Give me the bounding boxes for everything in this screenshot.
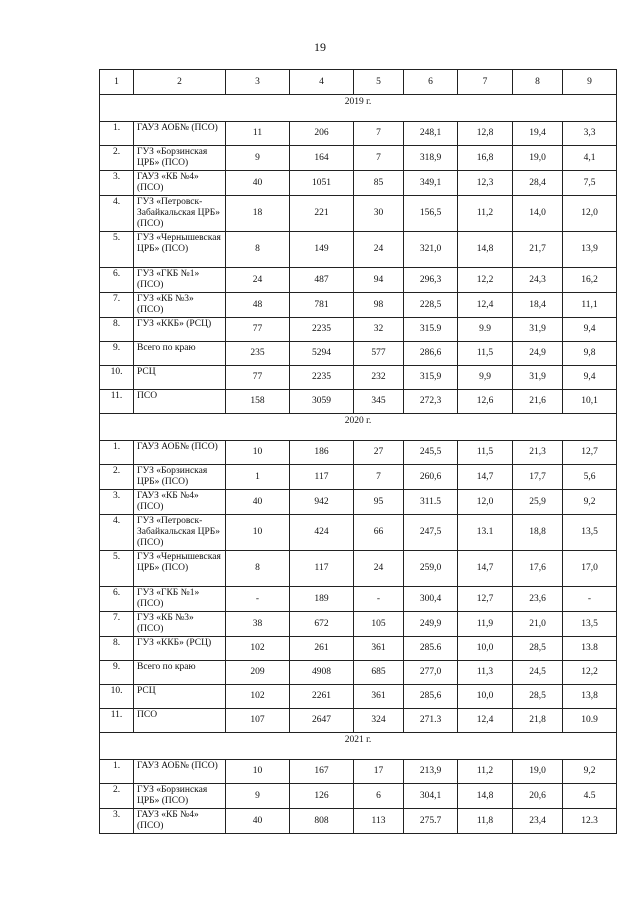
row-number: 1. bbox=[100, 122, 134, 146]
year-row bbox=[100, 95, 617, 122]
value-cell-6: 156,5 bbox=[404, 196, 458, 232]
value-cell-4: 424 bbox=[290, 515, 354, 551]
row-number: 1. bbox=[100, 760, 134, 784]
value-cell-8: 23,6 bbox=[513, 587, 563, 612]
row-number: 9. bbox=[100, 342, 134, 366]
value-cell-9: 12.3 bbox=[563, 809, 617, 834]
value-cell-7: 12,2 bbox=[458, 268, 513, 293]
value-cell-4: 164 bbox=[290, 146, 354, 171]
institution-name: ГУЗ «Чернышевская ЦРБ» (ПСО) bbox=[134, 551, 226, 587]
table-row bbox=[100, 709, 617, 733]
value-cell-4: 1051 bbox=[290, 171, 354, 196]
value-cell-6: 300,4 bbox=[404, 587, 458, 612]
value-cell-3: 102 bbox=[226, 685, 290, 709]
value-cell-8: 17,6 bbox=[513, 551, 563, 587]
institution-name: ГУЗ «ККБ» (РСЦ) bbox=[134, 637, 226, 661]
value-cell-7: 14,7 bbox=[458, 465, 513, 490]
value-cell-4: 117 bbox=[290, 465, 354, 490]
institution-name: ГАУЗ «КБ №4» (ПСО) bbox=[134, 171, 226, 196]
value-cell-9: - bbox=[563, 587, 617, 612]
value-cell-5: 7 bbox=[354, 122, 404, 146]
year-row bbox=[100, 733, 617, 760]
value-cell-8: 28,5 bbox=[513, 637, 563, 661]
value-cell-6: 245,5 bbox=[404, 441, 458, 465]
institution-name: ПСО bbox=[134, 709, 226, 733]
value-cell-8: 18,4 bbox=[513, 293, 563, 318]
value-cell-9: 12,0 bbox=[563, 196, 617, 232]
value-cell-9: 13,5 bbox=[563, 612, 617, 637]
table-row bbox=[100, 612, 617, 637]
value-cell-6: 349,1 bbox=[404, 171, 458, 196]
value-cell-3: 40 bbox=[226, 171, 290, 196]
value-cell-3: 1 bbox=[226, 465, 290, 490]
value-cell-6: 311.5 bbox=[404, 490, 458, 515]
table-body bbox=[100, 70, 617, 834]
value-cell-5: 17 bbox=[354, 760, 404, 784]
value-cell-9: 9,8 bbox=[563, 342, 617, 366]
value-cell-9: 11,1 bbox=[563, 293, 617, 318]
value-cell-8: 21,3 bbox=[513, 441, 563, 465]
value-cell-8: 21,6 bbox=[513, 390, 563, 414]
row-number: 8. bbox=[100, 637, 134, 661]
table-row bbox=[100, 685, 617, 709]
value-cell-8: 21,0 bbox=[513, 612, 563, 637]
value-cell-5: 27 bbox=[354, 441, 404, 465]
row-number: 7. bbox=[100, 293, 134, 318]
value-cell-8: 14,0 bbox=[513, 196, 563, 232]
value-cell-9: 17,0 bbox=[563, 551, 617, 587]
table-row bbox=[100, 268, 617, 293]
value-cell-8: 20,6 bbox=[513, 784, 563, 809]
row-number: 11. bbox=[100, 709, 134, 733]
value-cell-4: 808 bbox=[290, 809, 354, 834]
value-cell-9: 9,2 bbox=[563, 490, 617, 515]
value-cell-5: 232 bbox=[354, 366, 404, 390]
column-number-cell: 3 bbox=[226, 70, 290, 95]
value-cell-4: 2261 bbox=[290, 685, 354, 709]
value-cell-5: 24 bbox=[354, 551, 404, 587]
value-cell-5: 24 bbox=[354, 232, 404, 268]
value-cell-3: 77 bbox=[226, 366, 290, 390]
value-cell-3: 9 bbox=[226, 146, 290, 171]
value-cell-7: 14,8 bbox=[458, 784, 513, 809]
value-cell-9: 10,1 bbox=[563, 390, 617, 414]
value-cell-9: 12,7 bbox=[563, 441, 617, 465]
institution-name: ГАУЗ АОБ№ (ПСО) bbox=[134, 760, 226, 784]
table-row bbox=[100, 366, 617, 390]
institution-name: ГУЗ «КБ №3» (ПСО) bbox=[134, 612, 226, 637]
value-cell-5: 66 bbox=[354, 515, 404, 551]
value-cell-7: 12,7 bbox=[458, 587, 513, 612]
value-cell-6: 259,0 bbox=[404, 551, 458, 587]
year-heading: 2021 г. bbox=[100, 733, 617, 760]
row-number: 5. bbox=[100, 232, 134, 268]
column-number-row bbox=[100, 70, 617, 95]
column-number-cell: 9 bbox=[563, 70, 617, 95]
row-number: 10. bbox=[100, 366, 134, 390]
row-number: 2. bbox=[100, 784, 134, 809]
value-cell-4: 781 bbox=[290, 293, 354, 318]
value-cell-5: 7 bbox=[354, 465, 404, 490]
value-cell-6: 228,5 bbox=[404, 293, 458, 318]
table-row bbox=[100, 637, 617, 661]
value-cell-6: 304,1 bbox=[404, 784, 458, 809]
row-number: 6. bbox=[100, 268, 134, 293]
value-cell-4: 186 bbox=[290, 441, 354, 465]
table-row bbox=[100, 809, 617, 834]
value-cell-6: 271.3 bbox=[404, 709, 458, 733]
row-number: 11. bbox=[100, 390, 134, 414]
value-cell-8: 28,5 bbox=[513, 685, 563, 709]
institution-name: ГАУЗ «КБ №4» (ПСО) bbox=[134, 809, 226, 834]
column-number-cell: 7 bbox=[458, 70, 513, 95]
column-number-cell: 8 bbox=[513, 70, 563, 95]
value-cell-5: 32 bbox=[354, 318, 404, 342]
institution-name: Всего по краю bbox=[134, 661, 226, 685]
value-cell-4: 942 bbox=[290, 490, 354, 515]
table-row bbox=[100, 661, 617, 685]
value-cell-7: 11,8 bbox=[458, 809, 513, 834]
value-cell-8: 17,7 bbox=[513, 465, 563, 490]
value-cell-7: 11,2 bbox=[458, 196, 513, 232]
value-cell-9: 9,4 bbox=[563, 366, 617, 390]
table-row bbox=[100, 551, 617, 587]
value-cell-7: 12,8 bbox=[458, 122, 513, 146]
value-cell-3: 11 bbox=[226, 122, 290, 146]
row-number: 3. bbox=[100, 171, 134, 196]
value-cell-6: 315,9 bbox=[404, 366, 458, 390]
value-cell-4: 487 bbox=[290, 268, 354, 293]
value-cell-6: 285,6 bbox=[404, 685, 458, 709]
value-cell-8: 18,8 bbox=[513, 515, 563, 551]
value-cell-9: 12,2 bbox=[563, 661, 617, 685]
value-cell-4: 2235 bbox=[290, 318, 354, 342]
value-cell-4: 261 bbox=[290, 637, 354, 661]
value-cell-9: 9,4 bbox=[563, 318, 617, 342]
value-cell-5: 85 bbox=[354, 171, 404, 196]
value-cell-4: 3059 bbox=[290, 390, 354, 414]
value-cell-6: 315.9 bbox=[404, 318, 458, 342]
value-cell-3: 48 bbox=[226, 293, 290, 318]
value-cell-7: 12,6 bbox=[458, 390, 513, 414]
value-cell-3: 18 bbox=[226, 196, 290, 232]
value-cell-8: 21,8 bbox=[513, 709, 563, 733]
value-cell-3: 10 bbox=[226, 760, 290, 784]
value-cell-8: 28,4 bbox=[513, 171, 563, 196]
value-cell-7: 10,0 bbox=[458, 685, 513, 709]
value-cell-5: 94 bbox=[354, 268, 404, 293]
value-cell-5: - bbox=[354, 587, 404, 612]
value-cell-3: 10 bbox=[226, 441, 290, 465]
table-row bbox=[100, 232, 617, 268]
value-cell-7: 14,7 bbox=[458, 551, 513, 587]
institution-name: ГАУЗ АОБ№ (ПСО) bbox=[134, 122, 226, 146]
value-cell-7: 11,2 bbox=[458, 760, 513, 784]
row-number: 4. bbox=[100, 515, 134, 551]
value-cell-4: 221 bbox=[290, 196, 354, 232]
row-number: 2. bbox=[100, 465, 134, 490]
row-number: 9. bbox=[100, 661, 134, 685]
value-cell-6: 277,0 bbox=[404, 661, 458, 685]
institution-name: Всего по краю bbox=[134, 342, 226, 366]
table-row bbox=[100, 293, 617, 318]
column-number-cell: 6 bbox=[404, 70, 458, 95]
value-cell-7: 16,8 bbox=[458, 146, 513, 171]
value-cell-7: 11,9 bbox=[458, 612, 513, 637]
institution-name: ГУЗ «Борзинская ЦРБ» (ПСО) bbox=[134, 465, 226, 490]
value-cell-6: 296,3 bbox=[404, 268, 458, 293]
value-cell-4: 2647 bbox=[290, 709, 354, 733]
value-cell-3: 10 bbox=[226, 515, 290, 551]
value-cell-8: 23,4 bbox=[513, 809, 563, 834]
institution-name: РСЦ bbox=[134, 685, 226, 709]
table-row bbox=[100, 122, 617, 146]
value-cell-7: 9,9 bbox=[458, 366, 513, 390]
value-cell-3: 24 bbox=[226, 268, 290, 293]
value-cell-4: 2235 bbox=[290, 366, 354, 390]
value-cell-7: 12,3 bbox=[458, 171, 513, 196]
value-cell-3: 8 bbox=[226, 232, 290, 268]
value-cell-8: 19,0 bbox=[513, 760, 563, 784]
row-number: 6. bbox=[100, 587, 134, 612]
value-cell-6: 213,9 bbox=[404, 760, 458, 784]
value-cell-5: 361 bbox=[354, 637, 404, 661]
value-cell-6: 275.7 bbox=[404, 809, 458, 834]
table-row bbox=[100, 318, 617, 342]
value-cell-9: 13,5 bbox=[563, 515, 617, 551]
value-cell-7: 12,4 bbox=[458, 709, 513, 733]
value-cell-3: - bbox=[226, 587, 290, 612]
value-cell-6: 260,6 bbox=[404, 465, 458, 490]
value-cell-9: 13.8 bbox=[563, 637, 617, 661]
table-row bbox=[100, 490, 617, 515]
value-cell-5: 6 bbox=[354, 784, 404, 809]
table-row bbox=[100, 587, 617, 612]
value-cell-6: 321,0 bbox=[404, 232, 458, 268]
value-cell-8: 19,4 bbox=[513, 122, 563, 146]
value-cell-3: 9 bbox=[226, 784, 290, 809]
table-row bbox=[100, 760, 617, 784]
value-cell-5: 577 bbox=[354, 342, 404, 366]
year-heading: 2020 г. bbox=[100, 414, 617, 441]
row-number: 10. bbox=[100, 685, 134, 709]
value-cell-9: 10.9 bbox=[563, 709, 617, 733]
value-cell-8: 24,9 bbox=[513, 342, 563, 366]
value-cell-8: 19,0 bbox=[513, 146, 563, 171]
column-number-cell: 2 bbox=[134, 70, 226, 95]
value-cell-7: 12,4 bbox=[458, 293, 513, 318]
value-cell-3: 8 bbox=[226, 551, 290, 587]
year-heading: 2019 г. bbox=[100, 95, 617, 122]
institution-name: ГУЗ «ГКБ №1» (ПСО) bbox=[134, 268, 226, 293]
value-cell-9: 3,3 bbox=[563, 122, 617, 146]
value-cell-9: 13,8 bbox=[563, 685, 617, 709]
value-cell-3: 38 bbox=[226, 612, 290, 637]
value-cell-4: 126 bbox=[290, 784, 354, 809]
row-number: 7. bbox=[100, 612, 134, 637]
value-cell-7: 11,3 bbox=[458, 661, 513, 685]
value-cell-4: 206 bbox=[290, 122, 354, 146]
value-cell-9: 9,2 bbox=[563, 760, 617, 784]
value-cell-7: 12,0 bbox=[458, 490, 513, 515]
table-row bbox=[100, 441, 617, 465]
value-cell-5: 324 bbox=[354, 709, 404, 733]
column-number-cell: 4 bbox=[290, 70, 354, 95]
value-cell-3: 235 bbox=[226, 342, 290, 366]
table-row bbox=[100, 515, 617, 551]
value-cell-7: 9.9 bbox=[458, 318, 513, 342]
institution-name: ГУЗ «Борзинская ЦРБ» (ПСО) bbox=[134, 146, 226, 171]
value-cell-9: 7,5 bbox=[563, 171, 617, 196]
value-cell-5: 345 bbox=[354, 390, 404, 414]
institution-name: ГУЗ «Борзинская ЦРБ» (ПСО) bbox=[134, 784, 226, 809]
column-number-cell: 5 bbox=[354, 70, 404, 95]
value-cell-4: 4908 bbox=[290, 661, 354, 685]
value-cell-9: 5,6 bbox=[563, 465, 617, 490]
value-cell-6: 286,6 bbox=[404, 342, 458, 366]
row-number: 3. bbox=[100, 809, 134, 834]
value-cell-7: 13.1 bbox=[458, 515, 513, 551]
row-number: 2. bbox=[100, 146, 134, 171]
year-row bbox=[100, 414, 617, 441]
value-cell-3: 158 bbox=[226, 390, 290, 414]
value-cell-8: 31,9 bbox=[513, 318, 563, 342]
value-cell-8: 24,5 bbox=[513, 661, 563, 685]
column-number-cell: 1 bbox=[100, 70, 134, 95]
institution-name: ГУЗ «ККБ» (РСЦ) bbox=[134, 318, 226, 342]
value-cell-7: 10,0 bbox=[458, 637, 513, 661]
table-row bbox=[100, 465, 617, 490]
value-cell-4: 167 bbox=[290, 760, 354, 784]
value-cell-8: 21,7 bbox=[513, 232, 563, 268]
value-cell-5: 113 bbox=[354, 809, 404, 834]
value-cell-4: 189 bbox=[290, 587, 354, 612]
table-row bbox=[100, 342, 617, 366]
institution-name: ГУЗ «Петровск-Забайкальская ЦРБ» (ПСО) bbox=[134, 196, 226, 232]
value-cell-5: 685 bbox=[354, 661, 404, 685]
value-cell-8: 31,9 bbox=[513, 366, 563, 390]
value-cell-5: 7 bbox=[354, 146, 404, 171]
value-cell-3: 40 bbox=[226, 490, 290, 515]
institution-name: ГАУЗ АОБ№ (ПСО) bbox=[134, 441, 226, 465]
institution-name: ГУЗ «Чернышевская ЦРБ» (ПСО) bbox=[134, 232, 226, 268]
institution-name: ГУЗ «Петровск-Забайкальская ЦРБ» (ПСО) bbox=[134, 515, 226, 551]
institution-name: ГАУЗ «КБ №4» (ПСО) bbox=[134, 490, 226, 515]
value-cell-3: 77 bbox=[226, 318, 290, 342]
value-cell-8: 25,9 bbox=[513, 490, 563, 515]
value-cell-6: 248,1 bbox=[404, 122, 458, 146]
table-row bbox=[100, 171, 617, 196]
row-number: 5. bbox=[100, 551, 134, 587]
value-cell-6: 285.6 bbox=[404, 637, 458, 661]
value-cell-6: 272,3 bbox=[404, 390, 458, 414]
table-row bbox=[100, 146, 617, 171]
institution-name: ГУЗ «ГКБ №1» (ПСО) bbox=[134, 587, 226, 612]
value-cell-3: 107 bbox=[226, 709, 290, 733]
institution-name: ПСО bbox=[134, 390, 226, 414]
value-cell-5: 30 bbox=[354, 196, 404, 232]
institution-name: РСЦ bbox=[134, 366, 226, 390]
row-number: 8. bbox=[100, 318, 134, 342]
value-cell-7: 11,5 bbox=[458, 441, 513, 465]
value-cell-7: 14,8 bbox=[458, 232, 513, 268]
value-cell-8: 24,3 bbox=[513, 268, 563, 293]
value-cell-9: 16,2 bbox=[563, 268, 617, 293]
table-row bbox=[100, 784, 617, 809]
value-cell-4: 5294 bbox=[290, 342, 354, 366]
table-row bbox=[100, 390, 617, 414]
value-cell-3: 40 bbox=[226, 809, 290, 834]
value-cell-5: 105 bbox=[354, 612, 404, 637]
value-cell-4: 149 bbox=[290, 232, 354, 268]
value-cell-6: 247,5 bbox=[404, 515, 458, 551]
value-cell-5: 361 bbox=[354, 685, 404, 709]
value-cell-5: 98 bbox=[354, 293, 404, 318]
value-cell-7: 11,5 bbox=[458, 342, 513, 366]
table-row bbox=[100, 196, 617, 232]
value-cell-9: 13,9 bbox=[563, 232, 617, 268]
value-cell-4: 672 bbox=[290, 612, 354, 637]
value-cell-4: 117 bbox=[290, 551, 354, 587]
value-cell-6: 249,9 bbox=[404, 612, 458, 637]
row-number: 1. bbox=[100, 441, 134, 465]
value-cell-3: 102 bbox=[226, 637, 290, 661]
value-cell-5: 95 bbox=[354, 490, 404, 515]
statistics-table bbox=[99, 69, 617, 834]
value-cell-3: 209 bbox=[226, 661, 290, 685]
value-cell-6: 318,9 bbox=[404, 146, 458, 171]
row-number: 3. bbox=[100, 490, 134, 515]
value-cell-9: 4,1 bbox=[563, 146, 617, 171]
page-number: 19 bbox=[314, 40, 326, 54]
institution-name: ГУЗ «КБ №3» (ПСО) bbox=[134, 293, 226, 318]
value-cell-9: 4.5 bbox=[563, 784, 617, 809]
row-number: 4. bbox=[100, 196, 134, 232]
